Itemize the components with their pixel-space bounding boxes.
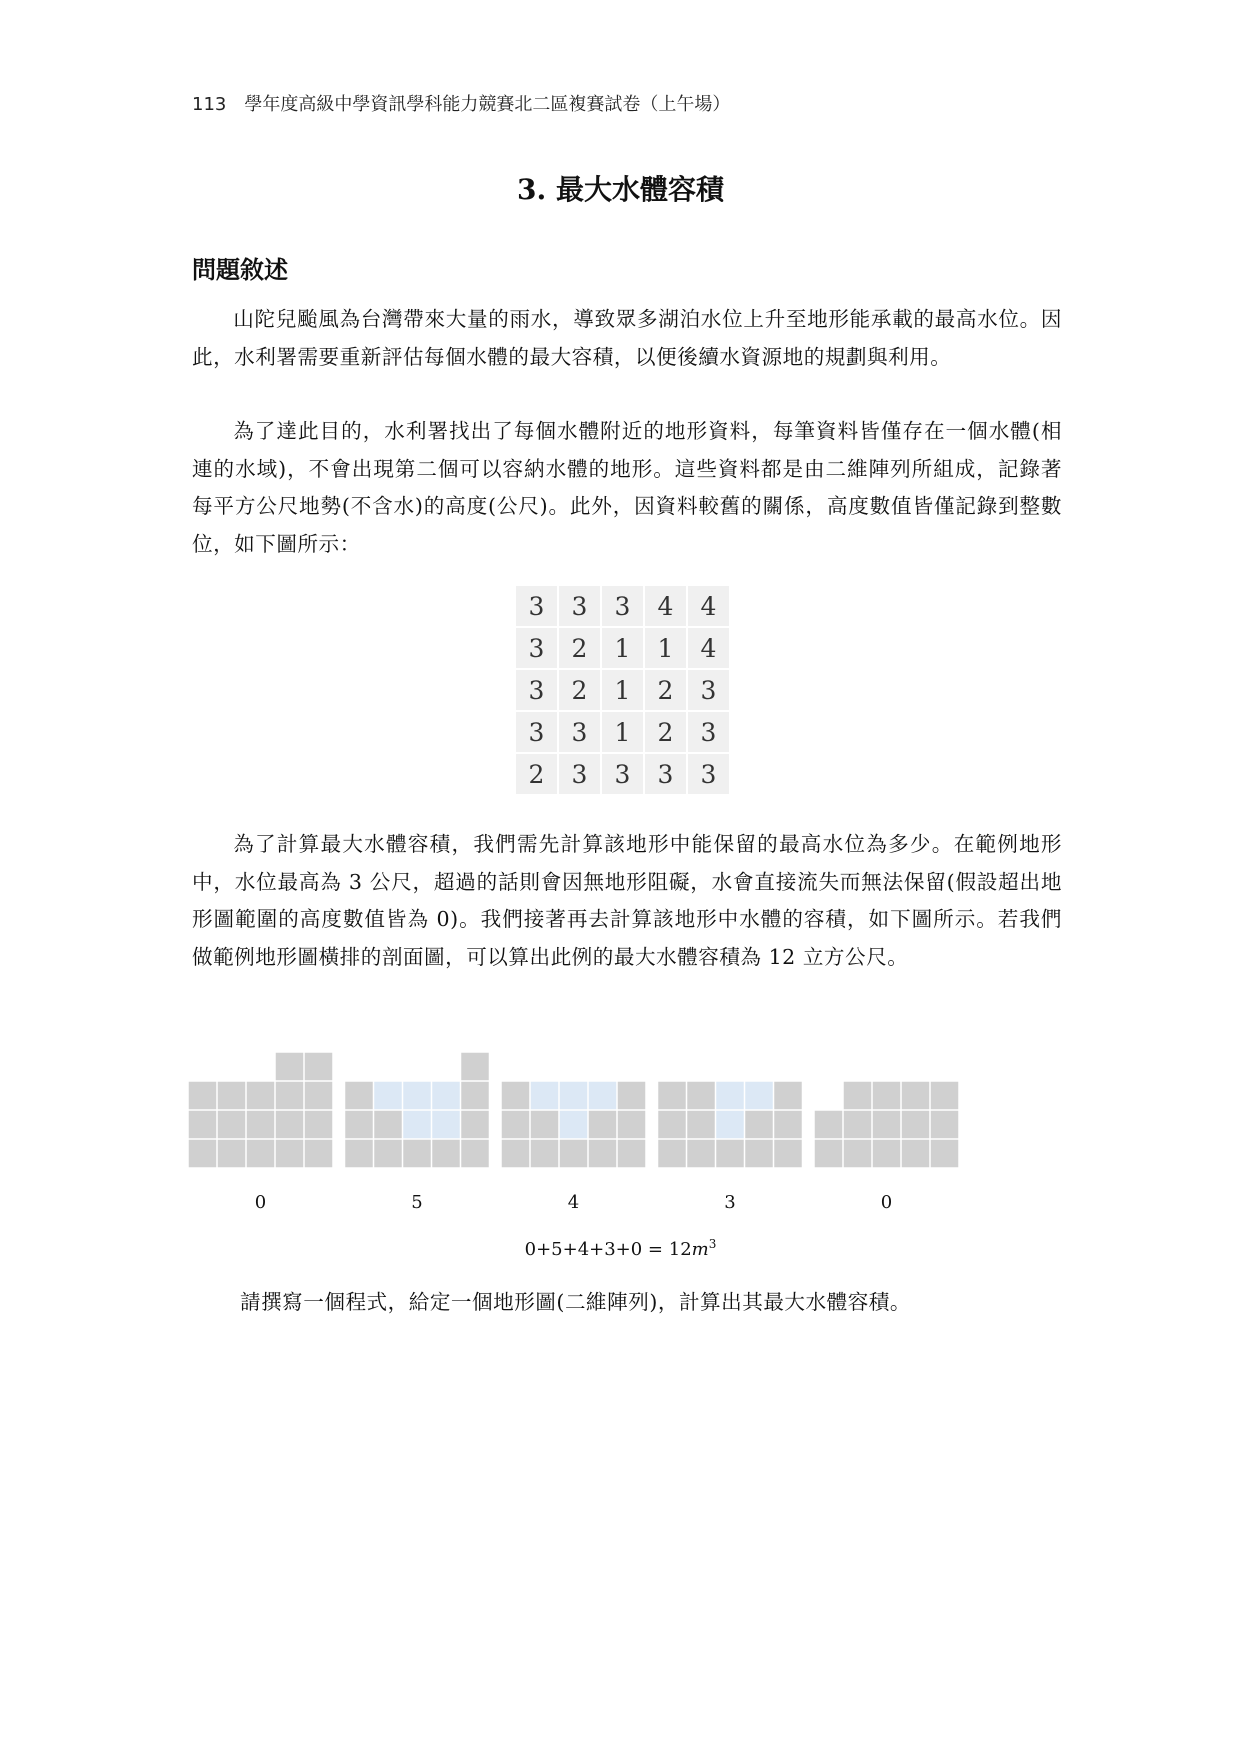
terrain-cell xyxy=(815,1111,843,1139)
water-cell xyxy=(560,1082,588,1110)
grid-cell: 3 xyxy=(516,712,557,752)
terrain-cell xyxy=(687,1140,715,1168)
water-cell xyxy=(403,1082,431,1110)
paragraph-3: 為了計算最大水體容積，我們需先計算該地形中能保留的最高水位為多少。在範例地形中，水位最高為 3 公尺，超過的話則會因無地形阻礙，水會直接流失而無法保留(假設超出地形圖範圍的高度數值皆為 0)。我們接著再去計算該地形中水體的容積，如下圖所示。若我們做範例地形圖橫排的剖面圖，可以算出此例的最大水體容積為 12 立方公尺。 xyxy=(192,832,1062,969)
grid-cell: 3 xyxy=(516,586,557,626)
grid-cell: 1 xyxy=(602,628,643,668)
terrain-cell xyxy=(658,1140,686,1168)
water-cell xyxy=(716,1111,744,1139)
grid-cell: 4 xyxy=(688,586,729,626)
terrain-cell xyxy=(815,1140,843,1168)
grid-cell: 2 xyxy=(645,670,686,710)
terrain-cell xyxy=(276,1053,304,1081)
terrain-cell xyxy=(345,1082,373,1110)
grid-cell: 2 xyxy=(559,670,600,710)
terrain-cell xyxy=(931,1111,959,1139)
terrain-cell xyxy=(345,1111,373,1139)
terrain-cell xyxy=(716,1140,744,1168)
grid-cell: 3 xyxy=(602,754,643,794)
terrain-cell xyxy=(247,1140,275,1168)
grid-cell: 1 xyxy=(602,670,643,710)
grid-cell: 3 xyxy=(688,754,729,794)
terrain-cell xyxy=(589,1111,617,1139)
section-volume-label: 0 xyxy=(254,1192,267,1213)
equation-unit: m xyxy=(691,1239,709,1260)
terrain-cell xyxy=(374,1111,402,1139)
terrain-cell xyxy=(774,1082,802,1110)
section-volume-label: 5 xyxy=(411,1192,423,1213)
terrain-cell xyxy=(844,1111,872,1139)
terrain-cell xyxy=(687,1111,715,1139)
terrain-cell xyxy=(687,1082,715,1110)
equation-exponent: 3 xyxy=(708,1237,717,1251)
task-statement: 請撰寫一個程式，給定一個地形圖(二維陣列)，計算出其最大水體容積。 xyxy=(240,1290,911,1314)
problem-title: 3. 最大水體容積 xyxy=(517,173,724,206)
grid-cell: 4 xyxy=(645,586,686,626)
water-cell xyxy=(374,1082,402,1110)
terrain-cell xyxy=(502,1111,530,1139)
terrain-cell xyxy=(218,1111,246,1139)
volume-equation xyxy=(0,1237,1241,1260)
terrain-cell xyxy=(902,1140,930,1168)
terrain-cell xyxy=(218,1140,246,1168)
water-cell xyxy=(531,1082,559,1110)
grid-cell: 4 xyxy=(688,628,729,668)
terrain-cell xyxy=(461,1111,489,1139)
grid-cell: 1 xyxy=(645,628,686,668)
section-volume-label: 4 xyxy=(567,1192,580,1213)
terrain-cell xyxy=(461,1140,489,1168)
terrain-cell xyxy=(305,1140,333,1168)
terrain-cell xyxy=(502,1140,530,1168)
terrain-cell xyxy=(374,1140,402,1168)
terrain-cell xyxy=(658,1111,686,1139)
grid-cell: 3 xyxy=(559,712,600,752)
terrain-cell xyxy=(774,1111,802,1139)
terrain-cell xyxy=(218,1082,246,1110)
terrain-cell xyxy=(658,1082,686,1110)
terrain-cell xyxy=(247,1082,275,1110)
grid-cell: 3 xyxy=(559,754,600,794)
page-header: 113 學年度高級中學資訊學科能力競賽北二區複賽試卷（上午場） xyxy=(192,94,731,115)
terrain-cell xyxy=(305,1082,333,1110)
terrain-cell xyxy=(618,1082,646,1110)
terrain-cell xyxy=(432,1140,460,1168)
terrain-cell xyxy=(305,1111,333,1139)
water-cell xyxy=(432,1111,460,1139)
terrain-cell xyxy=(873,1082,901,1110)
water-cell xyxy=(403,1111,431,1139)
terrain-cell xyxy=(618,1111,646,1139)
terrain-cell xyxy=(461,1053,489,1081)
terrain-cell xyxy=(931,1082,959,1110)
terrain-cell xyxy=(189,1140,217,1168)
terrain-cell xyxy=(189,1082,217,1110)
terrain-cell xyxy=(403,1140,431,1168)
grid-cell: 3 xyxy=(602,586,643,626)
grid-row xyxy=(516,754,729,794)
water-cell xyxy=(432,1082,460,1110)
terrain-grid xyxy=(514,584,731,796)
grid-row xyxy=(516,712,729,752)
terrain-cell xyxy=(931,1140,959,1168)
terrain-cell xyxy=(276,1140,304,1168)
grid-row xyxy=(516,628,729,668)
grid-cell: 2 xyxy=(645,712,686,752)
terrain-cell xyxy=(189,1111,217,1139)
section-volume-label: 3 xyxy=(724,1192,736,1213)
terrain-cell xyxy=(745,1111,773,1139)
terrain-cell xyxy=(902,1082,930,1110)
terrain-cell xyxy=(276,1082,304,1110)
terrain-cell xyxy=(745,1140,773,1168)
terrain-cell xyxy=(502,1082,530,1110)
grid-cell: 1 xyxy=(602,712,643,752)
terrain-cell xyxy=(345,1140,373,1168)
terrain-cell xyxy=(531,1140,559,1168)
grid-cell: 2 xyxy=(559,628,600,668)
terrain-cell xyxy=(247,1111,275,1139)
terrain-cell xyxy=(276,1111,304,1139)
grid-row xyxy=(516,670,729,710)
terrain-cell xyxy=(560,1140,588,1168)
water-cell xyxy=(745,1082,773,1110)
cross-section-diagram xyxy=(188,1052,1068,1182)
grid-cell: 3 xyxy=(559,586,600,626)
grid-cell: 3 xyxy=(688,712,729,752)
terrain-cell xyxy=(844,1140,872,1168)
section-heading: 問題敘述 xyxy=(192,255,288,284)
water-cell xyxy=(589,1082,617,1110)
terrain-cell xyxy=(305,1053,333,1081)
terrain-cell xyxy=(531,1111,559,1139)
terrain-cell xyxy=(461,1082,489,1110)
terrain-cell xyxy=(844,1082,872,1110)
terrain-cell xyxy=(873,1111,901,1139)
grid-cell: 3 xyxy=(516,628,557,668)
grid-cell: 3 xyxy=(688,670,729,710)
terrain-cell xyxy=(589,1140,617,1168)
terrain-cell xyxy=(873,1140,901,1168)
terrain-cell xyxy=(618,1140,646,1168)
equation-sum: 0+5+4+3+0 = 12 xyxy=(524,1239,692,1260)
paragraph-1: 山陀兒颱風為台灣帶來大量的雨水，導致眾多湖泊水位上升至地形能承載的最高水位。因此，水利署需要重新評估每個水體的最大容積，以便後續水資源地的規劃與利用。 xyxy=(192,307,1062,369)
water-cell xyxy=(560,1111,588,1139)
terrain-cell xyxy=(774,1140,802,1168)
section-volume-label: 0 xyxy=(880,1192,893,1213)
grid-cell: 3 xyxy=(516,670,557,710)
grid-cell: 3 xyxy=(645,754,686,794)
grid-row xyxy=(516,586,729,626)
water-cell xyxy=(716,1082,744,1110)
terrain-cell xyxy=(902,1111,930,1139)
grid-cell: 2 xyxy=(516,754,557,794)
paragraph-2: 為了達此目的，水利署找出了每個水體附近的地形資料，每筆資料皆僅存在一個水體(相連的水域)，不會出現第二個可以容納水體的地形。這些資料都是由二維陣列所組成，記錄著每平方公尺地勢(不含水)的高度(公尺)。此外，因資料較舊的關係，高度數值皆僅記錄到整數位，如下圖所示： xyxy=(192,419,1062,556)
